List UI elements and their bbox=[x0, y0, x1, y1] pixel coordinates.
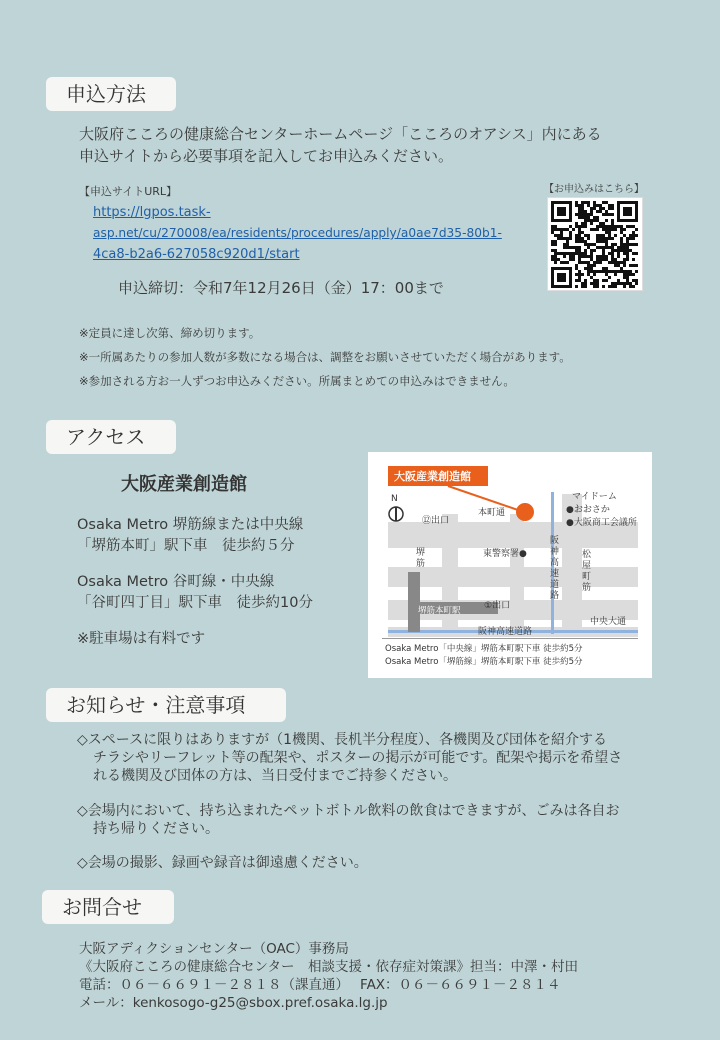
map-matsuyamachi: 松屋町筋 bbox=[582, 550, 592, 593]
notice-item-3: ◇会場の撮影、録画や録音は御遠慮ください。 bbox=[77, 855, 368, 871]
contact-phone-fax: 電話：０６－６６９１－２８１８（課直通） FAX：０６－６６９１－２８１４ bbox=[79, 977, 561, 993]
apply-url-link-part2[interactable]: asp.net/cu/270008/ea/residents/procedures/apply/a0ae7d35-80b1- bbox=[93, 226, 502, 240]
contact-department: 《大阪府こころの健康総合センター 相談支援・依存症対策課》担当：中澤・村田 bbox=[79, 959, 578, 975]
route-1-line: Osaka Metro 堺筋線または中央線 bbox=[77, 517, 304, 533]
contact-email[interactable]: メール：kenkosogo-g25@sbox.pref.osaka.lg.jp bbox=[79, 995, 388, 1011]
apply-note-2: ※一所属あたりの参加人数が多数になる場合は、調整をお願いさせていただく場合があります。 bbox=[79, 350, 571, 364]
apply-deadline: 申込締切：令和7年12月26日（金）17：00まで bbox=[118, 279, 444, 297]
map-honmachi-dori: 本町通 bbox=[478, 508, 506, 518]
url-label: 【申込サイトURL】 bbox=[79, 185, 178, 198]
map-osaka: ●おおさか bbox=[566, 505, 610, 515]
venue-name: 大阪産業創造館 bbox=[121, 474, 247, 495]
notice-item-1-line1: ◇スペースに限りはありますが（1機関、長机半分程度）、各機関及び団体を紹介する bbox=[77, 732, 607, 748]
apply-url-link-part1[interactable]: https://lgpos.task- bbox=[93, 205, 211, 220]
contact-organization: 大阪アディクションセンター（OAC）事務局 bbox=[79, 941, 349, 957]
section-heading-contact: お問合せ bbox=[42, 890, 174, 924]
map-hanshin-vertical: 阪神高速道路 bbox=[550, 536, 560, 601]
map-caption-2: Osaka Metro「堺筋線」堺筋本町駅下車 徒歩約5分 bbox=[385, 657, 583, 667]
route-1-station: 「堺筋本町」駅下車 徒歩約５分 bbox=[77, 538, 295, 554]
route-2-station: 「谷町四丁目」駅下車 徒歩約10分 bbox=[77, 595, 313, 611]
map-station-name: 堺筋本町駅 bbox=[418, 606, 461, 616]
notice-item-1-line2: チラシやリーフレット等の配架や、ポスターの掲示が可能です。配架や掲示を希望さ bbox=[93, 750, 623, 766]
qr-label: 【お申込みはこちら】 bbox=[544, 184, 644, 195]
map-exit-12: ⑫出口 bbox=[422, 516, 450, 526]
route-2-line: Osaka Metro 谷町線・中央線 bbox=[77, 574, 275, 590]
apply-intro-line1: 大阪府こころの健康総合センターホームページ「こころのオアシス」内にある bbox=[79, 125, 602, 143]
map-caption-1: Osaka Metro「中央線」堺筋本町駅下車 徒歩約5分 bbox=[385, 644, 583, 654]
map-north-label: N bbox=[391, 494, 398, 504]
notice-item-2-line1: ◇会場内において、持ち込まれたペットボトル飲料の飲食はできますが、ごみは各自お bbox=[77, 803, 620, 819]
parking-note: ※駐車場は有料です bbox=[77, 631, 206, 647]
map-mydome: マイドーム bbox=[572, 492, 617, 502]
cross-road bbox=[510, 514, 524, 632]
access-map bbox=[368, 452, 652, 678]
map-chamber-of-commerce: ●大阪商工会議所 bbox=[566, 518, 637, 528]
map-chuo-odori: 中央大通 bbox=[590, 617, 627, 627]
map-exit-1: ①出口 bbox=[484, 601, 511, 611]
section-heading-access: アクセス bbox=[46, 420, 176, 454]
notice-item-2-line2: 持ち帰りください。 bbox=[93, 821, 219, 837]
apply-note-1: ※定員に達し次第、締め切ります。 bbox=[79, 326, 261, 340]
map-police-station: 東警察署● bbox=[483, 549, 527, 559]
venue-marker bbox=[516, 503, 534, 521]
apply-note-3: ※参加される方お一人ずつお申込みください。所属まとめての申込みはできません。 bbox=[79, 374, 515, 388]
map-hanshin-horizontal: 阪神高速道路 bbox=[478, 627, 533, 637]
apply-intro-line2: 申込サイトから必要事項を記入してお申込みください。 bbox=[79, 147, 453, 165]
map-title: 大阪産業創造館 bbox=[394, 470, 471, 483]
section-heading-notice: お知らせ・注意事項 bbox=[46, 688, 286, 722]
caption-divider bbox=[382, 638, 638, 639]
notice-item-1-line3: れる機関及び団体の方は、当日受付までご持参ください。 bbox=[93, 768, 457, 784]
apply-url-link-part3[interactable]: 4ca8-b2a6-627058c920d1/start bbox=[93, 247, 300, 262]
map-sakaisuji: 堺筋 bbox=[416, 548, 426, 569]
qr-code-image[interactable] bbox=[547, 197, 643, 291]
section-heading-apply: 申込方法 bbox=[46, 77, 176, 111]
